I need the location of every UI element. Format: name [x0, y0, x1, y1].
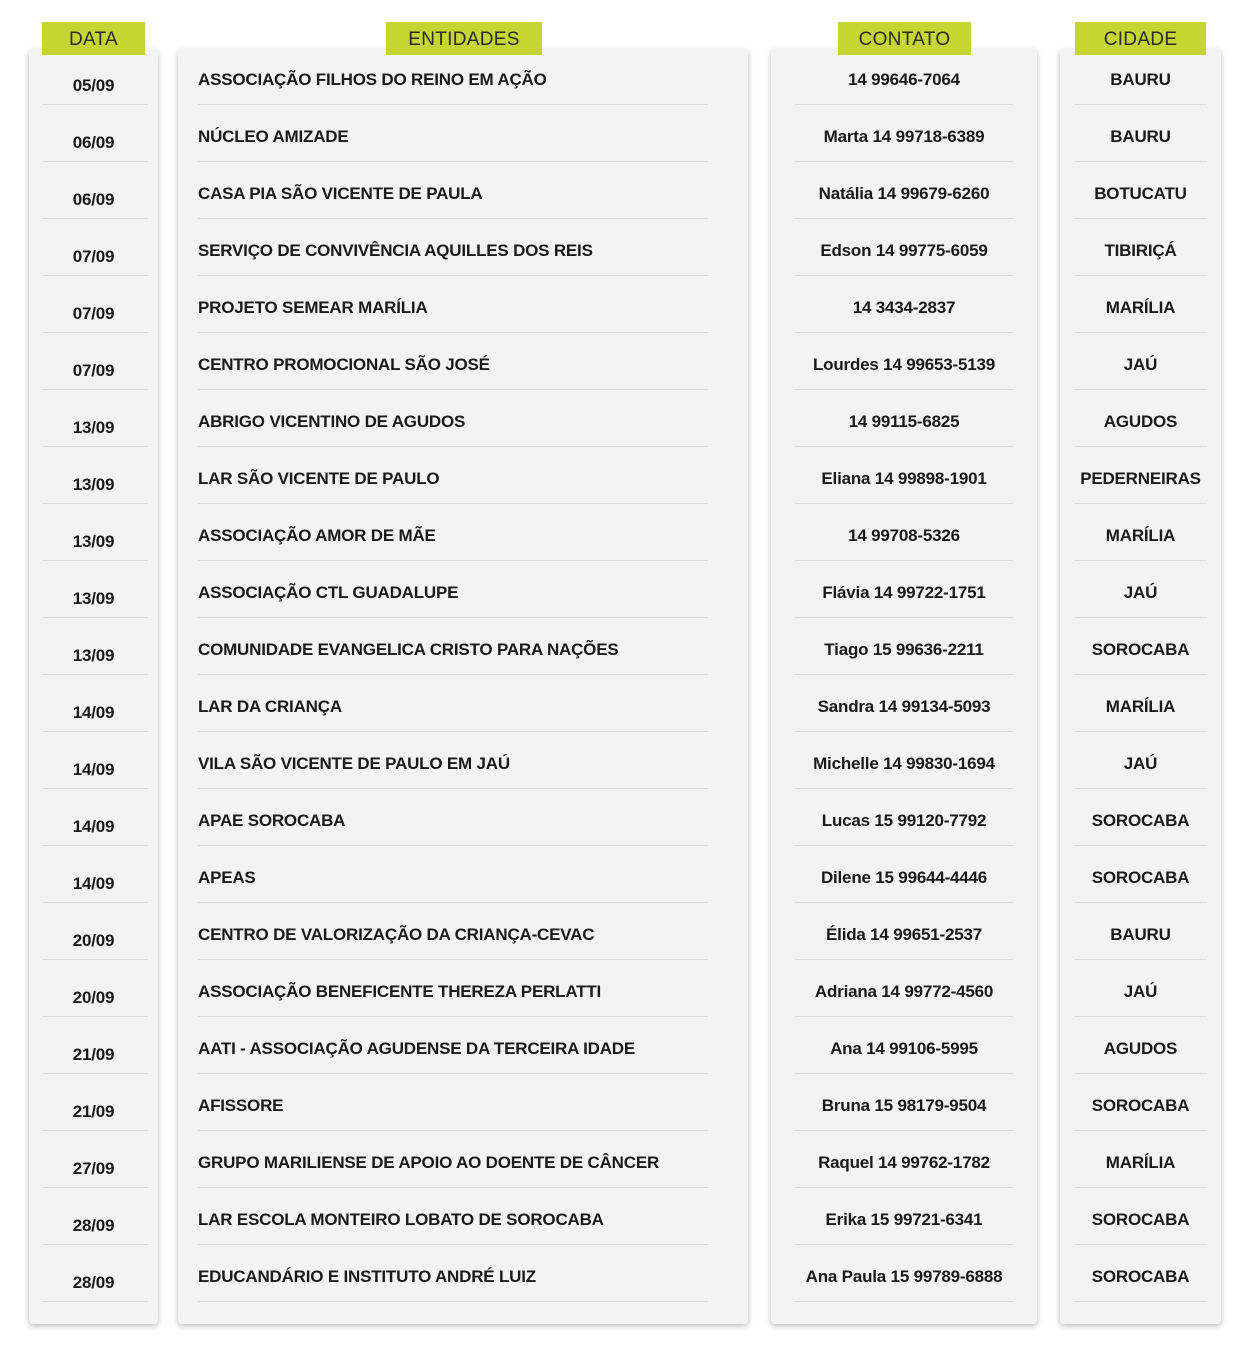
contact-cell: Lourdes 14 99653-5139: [813, 355, 995, 374]
city-cell: MARÍLIA: [1105, 298, 1176, 317]
date-cell: 13/09: [72, 418, 115, 437]
row-divider: [42, 1301, 148, 1302]
entity-cell: ASSOCIAÇÃO AMOR DE MÃE: [198, 526, 436, 545]
contact-cell: Bruna 15 98179-9504: [821, 1096, 987, 1115]
entity-cell: AATI - ASSOCIAÇÃO AGUDENSE DA TERCEIRA IDADE: [198, 1039, 635, 1058]
date-cell: 13/09: [72, 532, 115, 551]
contact-cell: Tiago 15 99636-2211: [824, 640, 984, 659]
entity-cell: SERVIÇO DE CONVIVÊNCIA AQUILLES DOS REIS: [198, 241, 593, 260]
row-divider: [42, 731, 148, 732]
city-cell: BAURU: [1110, 925, 1171, 944]
date-cell: 27/09: [72, 1159, 115, 1178]
row-divider: [1074, 902, 1207, 903]
row-divider: [795, 674, 1013, 675]
entity-cell: GRUPO MARILIENSE DE APOIO AO DOENTE DE CÂNCER: [198, 1153, 660, 1172]
row-divider: [1074, 1073, 1207, 1074]
city-cell: TIBIRIÇÁ: [1104, 241, 1177, 260]
row-divider: [198, 275, 708, 276]
row-divider: [1074, 218, 1207, 219]
row-divider: [198, 446, 708, 447]
row-divider: [42, 617, 148, 618]
city-cell: SOROCABA: [1091, 811, 1190, 830]
row-divider: [198, 104, 708, 105]
city-cell: SOROCABA: [1091, 868, 1190, 887]
city-cell: MARÍLIA: [1105, 526, 1176, 545]
contact-cell: Natália 14 99679-6260: [818, 184, 990, 203]
row-divider: [1074, 161, 1207, 162]
row-divider: [795, 104, 1013, 105]
date-cell: 13/09: [72, 646, 115, 665]
city-cell: JAÚ: [1123, 583, 1158, 602]
row-divider: [795, 332, 1013, 333]
row-divider: [1074, 389, 1207, 390]
row-divider: [42, 389, 148, 390]
city-header: CIDADE: [1075, 22, 1206, 55]
row-divider: [795, 731, 1013, 732]
contact-cell: 14 99708-5326: [848, 526, 960, 545]
date-cell: 07/09: [72, 361, 115, 380]
row-divider: [1074, 731, 1207, 732]
city-cell: SOROCABA: [1091, 1210, 1190, 1229]
row-divider: [42, 788, 148, 789]
row-divider: [42, 1016, 148, 1017]
row-divider: [795, 959, 1013, 960]
entity-header: ENTIDADES: [386, 22, 542, 55]
city-cell: JAÚ: [1123, 754, 1158, 773]
row-divider: [795, 1016, 1013, 1017]
contact-cell: Ana 14 99106-5995: [830, 1039, 978, 1058]
row-divider: [198, 218, 708, 219]
row-divider: [1074, 1244, 1207, 1245]
row-divider: [1074, 275, 1207, 276]
entity-cell: NÚCLEO AMIZADE: [198, 127, 349, 146]
contact-cell: Edson 14 99775-6059: [820, 241, 988, 260]
date-cell: 14/09: [72, 703, 115, 722]
row-divider: [42, 1244, 148, 1245]
row-divider: [795, 218, 1013, 219]
row-divider: [795, 1187, 1013, 1188]
row-divider: [42, 104, 148, 105]
row-divider: [42, 560, 148, 561]
entity-cell: APEAS: [198, 868, 256, 887]
row-divider: [42, 1073, 148, 1074]
entity-cell: ASSOCIAÇÃO FILHOS DO REINO EM AÇÃO: [198, 70, 547, 89]
contact-cell: Dilene 15 99644-4446: [820, 868, 988, 887]
row-divider: [795, 275, 1013, 276]
entity-cell: AFISSORE: [198, 1096, 284, 1115]
row-divider: [1074, 674, 1207, 675]
entity-cell: CENTRO DE VALORIZAÇÃO DA CRIANÇA-CEVAC: [198, 925, 595, 944]
city-cell: SOROCABA: [1091, 1096, 1190, 1115]
city-cell: PEDERNEIRAS: [1080, 469, 1201, 488]
contact-cell: Erika 15 99721-6341: [825, 1210, 983, 1229]
row-divider: [198, 788, 708, 789]
city-cell: SOROCABA: [1091, 1267, 1190, 1286]
date-cell: 21/09: [72, 1045, 115, 1064]
date-cell: 14/09: [72, 874, 115, 893]
row-divider: [198, 503, 708, 504]
row-divider: [1074, 845, 1207, 846]
row-divider: [198, 1016, 708, 1017]
row-divider: [1074, 1016, 1207, 1017]
entity-cell: CENTRO PROMOCIONAL SÃO JOSÉ: [198, 355, 490, 374]
contact-header: CONTATO: [838, 22, 971, 55]
row-divider: [795, 788, 1013, 789]
date-cell: 14/09: [72, 760, 115, 779]
contact-cell: 14 99115-6825: [848, 412, 960, 431]
row-divider: [795, 1301, 1013, 1302]
city-cell: MARÍLIA: [1105, 1153, 1176, 1172]
date-cell: 20/09: [72, 931, 115, 950]
contact-cell: Michelle 14 99830-1694: [813, 754, 995, 773]
row-divider: [1074, 1130, 1207, 1131]
contact-cell: Raquel 14 99762-1782: [818, 1153, 990, 1172]
row-divider: [198, 674, 708, 675]
date-cell: 06/09: [72, 190, 115, 209]
row-divider: [198, 959, 708, 960]
row-divider: [42, 674, 148, 675]
row-divider: [198, 1130, 708, 1131]
row-divider: [795, 161, 1013, 162]
contact-cell: 14 3434-2837: [852, 298, 956, 317]
city-cell: BAURU: [1110, 127, 1171, 146]
row-divider: [42, 503, 148, 504]
date-cell: 05/09: [72, 76, 115, 95]
date-header: DATA: [42, 22, 145, 55]
row-divider: [795, 389, 1013, 390]
contact-cell: Sandra 14 99134-5093: [817, 697, 991, 716]
row-divider: [42, 845, 148, 846]
row-divider: [795, 845, 1013, 846]
entity-cell: LAR ESCOLA MONTEIRO LOBATO DE SOROCABA: [198, 1210, 604, 1229]
row-divider: [42, 1187, 148, 1188]
contact-cell: Élida 14 99651-2537: [826, 925, 982, 944]
entity-cell: ABRIGO VICENTINO DE AGUDOS: [198, 412, 466, 431]
row-divider: [795, 1244, 1013, 1245]
row-divider: [795, 1073, 1013, 1074]
row-divider: [795, 617, 1013, 618]
entity-cell: VILA SÃO VICENTE DE PAULO EM JAÚ: [198, 754, 510, 773]
row-divider: [1074, 503, 1207, 504]
row-divider: [1074, 332, 1207, 333]
row-divider: [1074, 104, 1207, 105]
entity-cell: COMUNIDADE EVANGELICA CRISTO PARA NAÇÕES: [198, 640, 619, 659]
row-divider: [42, 161, 148, 162]
entity-cell: LAR DA CRIANÇA: [198, 697, 342, 716]
row-divider: [42, 332, 148, 333]
row-divider: [198, 389, 708, 390]
city-cell: JAÚ: [1123, 355, 1158, 374]
city-cell: AGUDOS: [1103, 1039, 1178, 1058]
date-cell: 07/09: [72, 304, 115, 323]
row-divider: [1074, 560, 1207, 561]
contact-cell: Eliana 14 99898-1901: [821, 469, 987, 488]
date-cell: 20/09: [72, 988, 115, 1007]
city-cell: AGUDOS: [1103, 412, 1178, 431]
row-divider: [1074, 1301, 1207, 1302]
row-divider: [198, 902, 708, 903]
city-cell: BAURU: [1110, 70, 1171, 89]
row-divider: [795, 1130, 1013, 1131]
row-divider: [198, 1073, 708, 1074]
row-divider: [42, 218, 148, 219]
row-divider: [198, 731, 708, 732]
row-divider: [198, 617, 708, 618]
date-column: [29, 49, 158, 1324]
contact-cell: Lucas 15 99120-7792: [821, 811, 987, 830]
date-cell: 14/09: [72, 817, 115, 836]
contact-cell: Flávia 14 99722-1751: [822, 583, 986, 602]
date-cell: 21/09: [72, 1102, 115, 1121]
row-divider: [42, 1130, 148, 1131]
row-divider: [42, 959, 148, 960]
date-cell: 07/09: [72, 247, 115, 266]
date-cell: 06/09: [72, 133, 115, 152]
date-cell: 28/09: [72, 1216, 115, 1235]
row-divider: [795, 560, 1013, 561]
row-divider: [795, 902, 1013, 903]
entity-cell: ASSOCIAÇÃO BENEFICENTE THEREZA PERLATTI: [198, 982, 602, 1001]
row-divider: [198, 1187, 708, 1188]
contact-cell: Adriana 14 99772-4560: [814, 982, 994, 1001]
entity-cell: EDUCANDÁRIO E INSTITUTO ANDRÉ LUIZ: [198, 1267, 536, 1286]
row-divider: [198, 1301, 708, 1302]
entity-cell: APAE SOROCABA: [198, 811, 346, 830]
contact-cell: Ana Paula 15 99789-6888: [805, 1267, 1003, 1286]
row-divider: [42, 902, 148, 903]
city-cell: MARÍLIA: [1105, 697, 1176, 716]
entity-cell: CASA PIA SÃO VICENTE DE PAULA: [198, 184, 483, 203]
date-cell: 28/09: [72, 1273, 115, 1292]
row-divider: [1074, 1187, 1207, 1188]
row-divider: [1074, 788, 1207, 789]
contact-cell: Marta 14 99718-6389: [823, 127, 985, 146]
date-cell: 13/09: [72, 589, 115, 608]
row-divider: [795, 446, 1013, 447]
row-divider: [198, 161, 708, 162]
city-cell: SOROCABA: [1091, 640, 1190, 659]
entity-cell: PROJETO SEMEAR MARÍLIA: [198, 298, 428, 317]
row-divider: [1074, 617, 1207, 618]
entity-cell: LAR SÃO VICENTE DE PAULO: [198, 469, 440, 488]
city-cell: BOTUCATU: [1094, 184, 1187, 203]
row-divider: [795, 503, 1013, 504]
row-divider: [198, 845, 708, 846]
row-divider: [198, 1244, 708, 1245]
row-divider: [1074, 959, 1207, 960]
row-divider: [198, 332, 708, 333]
date-cell: 13/09: [72, 475, 115, 494]
row-divider: [42, 446, 148, 447]
city-cell: JAÚ: [1123, 982, 1158, 1001]
entity-cell: ASSOCIAÇÃO CTL GUADALUPE: [198, 583, 459, 602]
row-divider: [1074, 446, 1207, 447]
row-divider: [42, 275, 148, 276]
contact-cell: 14 99646-7064: [848, 70, 960, 89]
row-divider: [198, 560, 708, 561]
